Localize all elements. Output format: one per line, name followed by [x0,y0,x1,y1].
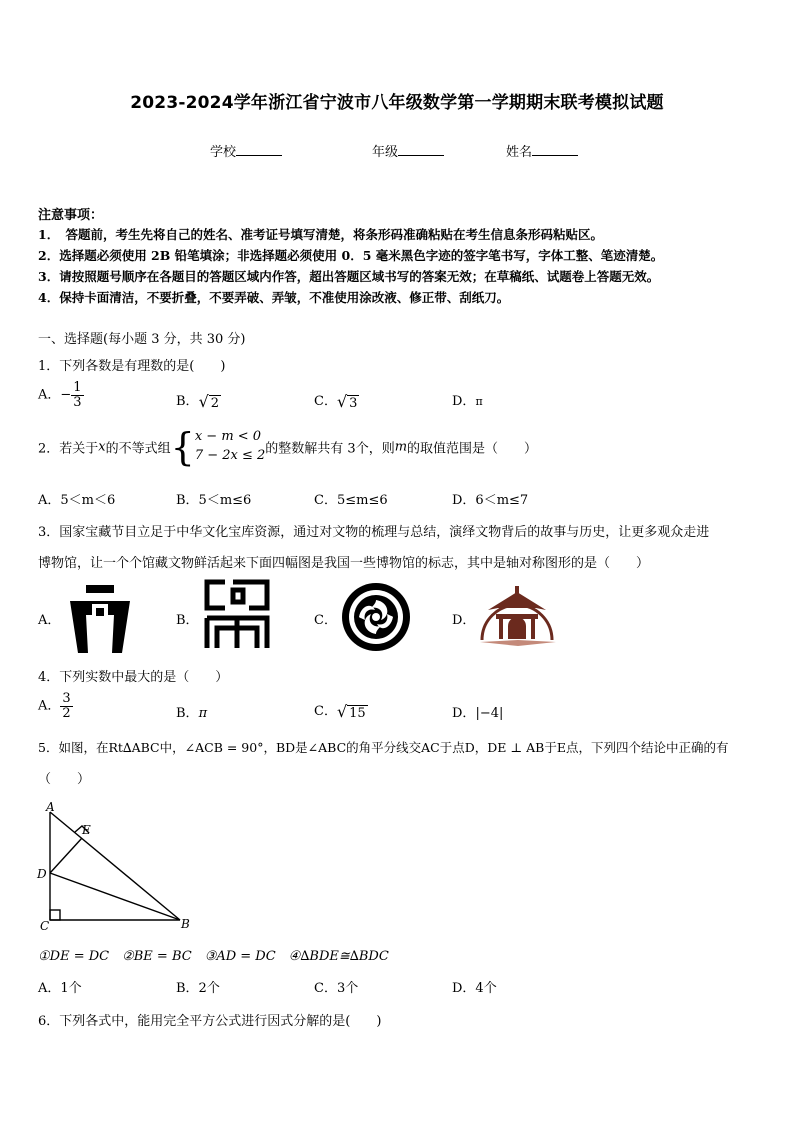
question-5-line-1: 5．如图，在Rt∆ABC中，∠ACB = 90°，BD是∠ABC的角平分线交AC于点D，DE ⊥ AB于E点，下列四个结论中正确的有 [38,740,729,755]
q2-option-b: B．5＜m≤6 [176,493,252,508]
option-label: A． [38,387,61,403]
page-title: 2023-2024学年浙江省宁波市八年级数学第一学期期末联考模拟试题 [130,93,664,113]
school-label: 学校 [210,145,237,160]
option-label: B． [176,394,199,409]
option-label: A． [38,698,61,714]
q5-option-d: D．4个 [452,981,497,996]
left-brace: { [170,425,195,469]
vertex-label-c: C [40,919,50,933]
square-root: √ 15 [336,702,366,721]
option-value: π [475,395,483,408]
numerator: 3 [62,691,71,706]
option-label: C． [314,394,337,409]
question-3-line-2: 博物馆，让一个个馆藏文物鲜活起来下面四幅图是我国一些博物馆的标志，其中是轴对称图形的是（ ） [38,556,650,571]
denominator: 3 [73,394,82,410]
q2-text: 2．若关于 [38,441,99,457]
section-heading: 一、选择题(每小题 3 分，共 30 分) [38,332,246,347]
square-root: √ 3 [336,392,358,411]
q1-option-c [314,390,359,411]
q5-option-a: A．1个 [38,981,82,996]
notice-item: 2．选择题必须使用 2B 铅笔填涂；非选择题必须使用 0．5 毫米黑色字迹的签字笔书写，字体工整、笔迹清楚。 [38,248,664,263]
fraction [71,381,83,409]
option-value: |−4| [475,706,504,721]
q2-option-c: C．5≤m≤6 [314,493,388,508]
school-blank [236,143,282,156]
museum-logo-b [203,578,271,652]
variable-m: m [394,439,408,455]
q2-text: 的不等式组 [105,441,171,457]
inequality-system [195,428,265,466]
question-3-line-1: 3．国家宝藏节目立足于中华文化宝库资源，通过对文物的梳理与总结，演绎文物背后的故事与历史，让更多观众走进 [38,525,710,540]
option-value: π [198,706,208,721]
option-label: B． [176,706,199,721]
numerator: 1 [73,380,82,395]
question-4-stem: 4．下列实数中最大的是（ ） [38,670,229,685]
q5-option-b: B．2个 [176,981,220,996]
q2-option-d: D．6＜m≤7 [452,493,529,508]
notice-item: 3．请按照题号顺序在各题目的答题区域内作答，超出答题区域书写的答案无效；在草稿纸、试题卷上答题无效。 [38,269,660,284]
q2-option-a: A．5＜m＜6 [38,493,116,508]
q4-option-b [176,702,207,721]
radicand: 15 [349,706,366,721]
triangle-figure [34,800,204,935]
vertex-label-a: A [46,800,55,814]
q3-option-c-label: C． [314,613,337,628]
option-label: C． [314,704,337,719]
question-6-stem: 6．下列各式中，能用完全平方公式进行因式分解的是( ) [38,1014,382,1029]
q3-option-d-label: D． [452,613,476,628]
vertex-label-d: D [37,867,47,881]
name-field [506,141,578,160]
grade-label: 年级 [372,145,399,160]
variable-x: x [98,439,106,455]
q2-text: 的取值范围是（ ） [407,441,538,457]
question-2-stem [38,425,538,469]
q5-statements: ①DE = DC ②BE = BC ③AD = DC ④∆BDE≅∆BDC [38,949,389,964]
notice-item: 4．保持卡面清洁，不要折叠，不要弄破、弄皱，不准使用涂改液、修正带、刮纸刀。 [38,290,510,305]
question-5-line-2: （ ） [38,772,91,787]
notice-heading: 注意事项： [38,208,104,223]
museum-logo-a [66,585,134,653]
inequality-1: x − m < 0 [194,429,262,445]
radicand: 3 [349,396,358,411]
grade-field [372,141,444,160]
museum-logo-c [341,582,411,652]
vertex-label-b: B [181,917,190,931]
q1-option-d [452,390,483,409]
inequality-2: 7 − 2x ≤ 2 [194,448,266,463]
q3-option-b-label: B． [176,613,199,628]
q1-option-b [176,390,221,411]
denominator: 2 [62,705,71,721]
question-1-stem: 1．下列各数是有理数的是( ) [38,359,226,374]
school-field [210,141,282,160]
q1-option-a [38,381,84,409]
radicand: 2 [210,396,220,411]
q4-option-c [314,700,368,721]
q3-option-a-label: A． [38,613,61,628]
grade-blank [398,143,444,156]
fraction [60,692,72,720]
q4-option-a [38,692,73,720]
vertex-label-e: E [82,823,91,837]
q5-option-c: C．3个 [314,981,359,996]
minus-sign: − [60,387,72,403]
option-label: D． [452,706,476,721]
option-label: D． [452,394,476,409]
notice-item: 1． 答题前，考生先将自己的姓名、准考证号填写清楚，将条形码准确粘贴在考生信息条形码粘贴区。 [38,227,603,242]
q4-option-d [452,702,503,721]
q2-text: 的整数解共有 3个，则 [265,441,395,457]
museum-logo-d [478,580,556,652]
name-blank [532,143,578,156]
square-root: √ 2 [198,392,220,411]
name-label: 姓名 [506,145,533,160]
